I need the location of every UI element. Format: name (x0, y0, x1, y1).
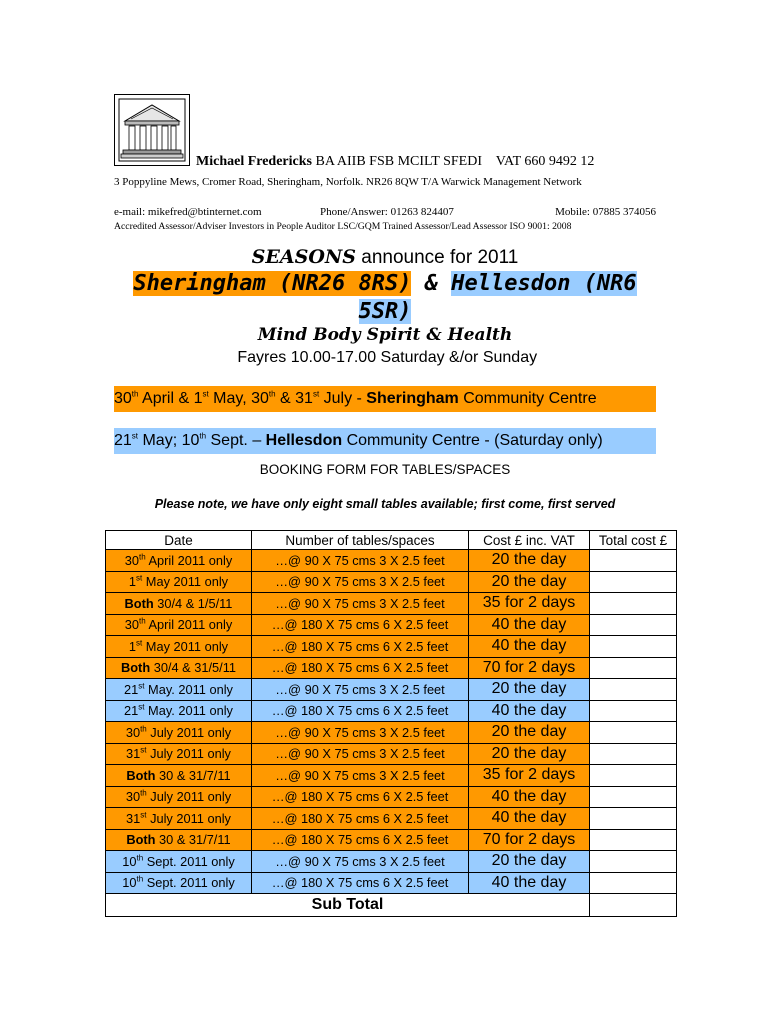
cost-cell: 20 the day (469, 679, 590, 701)
day-suffix: st (136, 573, 143, 583)
booking-date-cell (106, 743, 252, 765)
total-cost-field[interactable] (590, 786, 677, 808)
day-suffix: th (140, 724, 147, 734)
booking-date-cell (106, 808, 252, 830)
both-days-label: Both (124, 595, 154, 611)
table-size-cell[interactable]: …@ 180 X 75 cms 6 X 2.5 feet (252, 614, 469, 636)
date-text: April & 1 (138, 390, 203, 407)
table-row (106, 872, 677, 894)
date-text: May, 30 (208, 390, 269, 407)
sheringham-dates (114, 386, 656, 412)
accreditation-line: Accredited Assessor/Adviser Investors in People Auditor LSC/GQM Trained Assessor/Lead Assessor ISO 9001: 2008 (114, 221, 572, 232)
availability-note: Please note, we have only eight small tables available; first come, first served (154, 497, 616, 511)
cost-cell: 20 the day (469, 571, 590, 593)
date-text: Community Centre - (Saturday only) (342, 432, 603, 449)
table-size-cell[interactable]: …@ 90 X 75 cms 3 X 2.5 feet (252, 722, 469, 744)
total-cost-field[interactable] (590, 571, 677, 593)
day-number: 10 (122, 875, 137, 891)
date-suffix: th (199, 431, 207, 441)
cost-cell: 40 the day (469, 808, 590, 830)
day-number: 21 (124, 681, 139, 697)
table-row (106, 571, 677, 593)
day-suffix: st (138, 681, 145, 691)
total-cost-field[interactable] (590, 722, 677, 744)
table-row (106, 808, 677, 830)
date-text: 30/4 & 31/5/11 (150, 660, 236, 676)
table-size-cell[interactable]: …@ 90 X 75 cms 3 X 2.5 feet (252, 743, 469, 765)
day-suffix: st (138, 702, 145, 712)
booking-form-title: BOOKING FORM FOR TABLES/SPACES (259, 462, 511, 477)
date-text: July 2011 only (146, 789, 232, 805)
date-suffix: th (131, 389, 139, 399)
date-suffix: st (202, 389, 209, 399)
header-date: Date (106, 531, 252, 550)
table-size-cell[interactable]: …@ 90 X 75 cms 3 X 2.5 feet (252, 765, 469, 787)
table-row (106, 593, 677, 615)
venue-hellesdon: Hellesdon (NR6 5SR) (358, 271, 637, 324)
date-suffix: th (268, 389, 276, 399)
booking-table (105, 530, 677, 917)
header-total-cost: Total cost £ (590, 531, 677, 550)
date-suffix: st (312, 389, 320, 399)
subtotal-label: Sub Total (106, 894, 590, 917)
total-cost-field[interactable] (590, 851, 677, 873)
booking-date-cell (106, 851, 252, 873)
table-size-cell[interactable]: …@ 180 X 75 cms 6 X 2.5 feet (252, 700, 469, 722)
table-row (106, 743, 677, 765)
total-cost-field[interactable] (590, 808, 677, 830)
header-cost: Cost £ inc. VAT (469, 531, 590, 550)
booking-date-cell (106, 593, 252, 615)
table-size-cell[interactable]: …@ 180 X 75 cms 6 X 2.5 feet (252, 636, 469, 658)
date-text: July 2011 only (146, 724, 232, 740)
total-cost-field[interactable] (590, 550, 677, 572)
cost-cell: 20 the day (469, 743, 590, 765)
booking-date-cell (106, 636, 252, 658)
date-text: 30/4 & 1/5/11 (153, 595, 233, 611)
day-number: 1 (128, 638, 137, 654)
table-row (106, 550, 677, 572)
address-line: 3 Poppyline Mews, Cromer Road, Sheringham, Norfolk. NR26 8QW T/A Warwick Management Network (114, 176, 582, 188)
date-suffix: st (131, 431, 139, 441)
table-size-cell[interactable]: …@ 180 X 75 cms 6 X 2.5 feet (252, 808, 469, 830)
table-row (106, 657, 677, 679)
date-text: May. 2011 only (144, 703, 233, 719)
total-cost-field[interactable] (590, 765, 677, 787)
table-header-row (106, 531, 677, 550)
both-days-label: Both (121, 660, 151, 676)
cost-cell: 40 the day (469, 786, 590, 808)
day-suffix: st (140, 810, 147, 820)
table-row (106, 829, 677, 851)
date-text: 30 & 31/7/11 (155, 832, 231, 848)
date-text: Sept. 2011 only (143, 875, 235, 891)
date-text: Sept. – (206, 432, 266, 449)
booking-date-cell (106, 829, 252, 851)
logo-building-icon (114, 94, 190, 166)
table-size-cell[interactable]: …@ 180 X 75 cms 6 X 2.5 feet (252, 829, 469, 851)
venue-name: Sheringham (366, 390, 459, 407)
day-suffix: th (136, 874, 144, 884)
booking-date-cell (106, 571, 252, 593)
total-cost-field[interactable] (590, 593, 677, 615)
total-cost-field[interactable] (590, 614, 677, 636)
both-days-label: Both (126, 767, 156, 783)
table-size-cell[interactable]: …@ 90 X 75 cms 3 X 2.5 feet (252, 593, 469, 615)
mind-body-spirit-title: Mind Body Spirit & Health (257, 325, 513, 345)
date-text: July 2011 only (146, 746, 231, 762)
date-text: May. 2011 only (144, 681, 233, 697)
cost-cell: 40 the day (469, 614, 590, 636)
venues-heading (114, 270, 656, 326)
total-cost-field[interactable] (590, 636, 677, 658)
cost-cell: 40 the day (469, 636, 590, 658)
day-number: 31 (126, 810, 141, 826)
total-cost-field[interactable] (590, 743, 677, 765)
day-number: 10 (122, 853, 137, 869)
day-suffix: st (140, 745, 147, 755)
day-suffix: th (139, 552, 146, 562)
header-tables-spaces: Number of tables/spaces (252, 531, 469, 550)
table-row (106, 786, 677, 808)
booking-date-cell (106, 679, 252, 701)
day-number: 30 (125, 724, 141, 740)
table-size-cell[interactable]: …@ 180 X 75 cms 6 X 2.5 feet (252, 786, 469, 808)
booking-date-cell (106, 786, 252, 808)
email-address[interactable]: e-mail: mikefred@btinternet.com (114, 206, 262, 218)
day-suffix: st (136, 638, 143, 648)
table-size-cell[interactable]: …@ 90 X 75 cms 3 X 2.5 feet (252, 550, 469, 572)
table-row (106, 722, 677, 744)
date-text: May 2011 only (142, 574, 229, 590)
day-number: 31 (126, 746, 141, 762)
table-size-cell[interactable]: …@ 90 X 75 cms 3 X 2.5 feet (252, 679, 469, 701)
date-text: April 2011 only (145, 552, 233, 568)
date-text: July - (319, 390, 367, 407)
date-text: 30 (114, 390, 132, 407)
mobile-number: Mobile: 07885 374056 (555, 206, 656, 218)
date-text: May; 10 (138, 432, 200, 449)
booking-date-cell (106, 765, 252, 787)
seasons-brand: SEASONS (251, 246, 356, 268)
day-suffix: th (136, 853, 144, 863)
date-text: 21 (114, 432, 132, 449)
announce-text: announce for 2011 (355, 247, 519, 268)
cost-cell: 40 the day (469, 872, 590, 894)
table-row (106, 614, 677, 636)
subtotal-row (106, 894, 677, 917)
cost-cell: 70 for 2 days (469, 657, 590, 679)
booking-date-cell (106, 700, 252, 722)
day-suffix: th (139, 616, 146, 626)
cost-cell: 35 for 2 days (469, 593, 590, 615)
booking-date-cell (106, 722, 252, 744)
table-row (106, 679, 677, 701)
day-number: 21 (124, 703, 139, 719)
date-text: & 31 (275, 390, 313, 407)
total-cost-field[interactable] (590, 700, 677, 722)
fayres-hours: Fayres 10.00-17.00 Saturday &/or Sunday (232, 349, 538, 366)
table-row (106, 700, 677, 722)
booking-date-cell (106, 550, 252, 572)
letterhead-name-line (196, 154, 594, 170)
cost-cell: 40 the day (469, 700, 590, 722)
date-text: Sept. 2011 only (143, 853, 235, 869)
table-row (106, 636, 677, 658)
total-cost-field[interactable] (590, 872, 677, 894)
cost-cell: 70 for 2 days (469, 829, 590, 851)
announcement-heading (0, 246, 770, 269)
booking-date-cell (106, 657, 252, 679)
table-size-cell[interactable]: …@ 180 X 75 cms 6 X 2.5 feet (252, 872, 469, 894)
booking-date-cell (106, 872, 252, 894)
table-size-cell[interactable]: …@ 90 X 75 cms 3 X 2.5 feet (252, 851, 469, 873)
venue-name: Hellesdon (265, 432, 343, 449)
table-size-cell[interactable]: …@ 180 X 75 cms 6 X 2.5 feet (252, 657, 469, 679)
qualifications-vat: BA AIIB FSB MCILT SFEDI VAT 660 9492 12 (312, 154, 595, 169)
date-text: May 2011 only (142, 638, 229, 654)
booking-date-cell (106, 614, 252, 636)
cost-cell: 20 the day (469, 550, 590, 572)
total-cost-field[interactable] (590, 679, 677, 701)
fayres-subheading (114, 324, 656, 369)
date-text: 30 & 31/7/11 (155, 767, 231, 783)
total-cost-field[interactable] (590, 829, 677, 851)
date-text: Community Centre (458, 390, 597, 407)
table-row (106, 765, 677, 787)
day-number: 30 (125, 789, 141, 805)
phone-number: Phone/Answer: 01263 824407 (320, 206, 454, 218)
subtotal-field[interactable] (590, 894, 677, 917)
venue-ampersand: & (411, 271, 452, 296)
day-number: 30 (124, 552, 139, 568)
date-text: April 2011 only (145, 617, 233, 633)
day-number: 1 (128, 574, 137, 590)
cost-cell: 20 the day (469, 722, 590, 744)
venue-sheringham: Sheringham (NR26 8RS) (133, 271, 412, 296)
hellesdon-dates (114, 428, 656, 454)
table-size-cell[interactable]: …@ 90 X 75 cms 3 X 2.5 feet (252, 571, 469, 593)
day-suffix: th (140, 788, 147, 798)
both-days-label: Both (126, 832, 156, 848)
consultant-name: Michael Fredericks (196, 154, 312, 169)
table-row (106, 851, 677, 873)
total-cost-field[interactable] (590, 657, 677, 679)
cost-cell: 35 for 2 days (469, 765, 590, 787)
cost-cell: 20 the day (469, 851, 590, 873)
day-number: 30 (124, 617, 139, 633)
date-text: July 2011 only (146, 810, 231, 826)
